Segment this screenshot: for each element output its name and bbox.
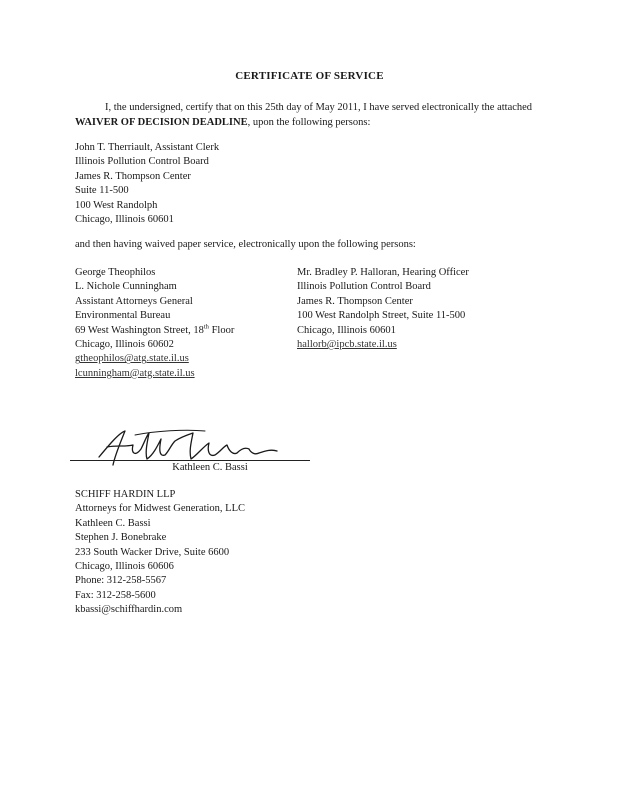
recipient-line: 100 West Randolph Street, Suite 11-500 [297, 310, 466, 322]
recipient-line: Illinois Pollution Control Board [297, 281, 431, 293]
paper-service-paragraph: and then having waived paper service, electronically upon the following persons: [75, 239, 416, 250]
document-title: CERTIFICATE OF SERVICE [235, 70, 384, 82]
clerk-address-line: Chicago, Illinois 60601 [75, 214, 174, 226]
right-recipient-block [297, 266, 469, 352]
intro-paragraph [75, 100, 555, 130]
clerk-address-line: Suite 11-500 [75, 185, 129, 197]
recipient-line: Assistant Attorneys General [75, 295, 193, 307]
firm-line: 233 South Wacker Drive, Suite 6600 [75, 546, 230, 558]
signer-name: Kathleen C. Bassi [172, 462, 248, 473]
recipient-line: L. Nichole Cunningham [75, 281, 177, 293]
clerk-address-line: 100 West Randolph [75, 199, 158, 211]
clerk-address-line: John T. Therriault, Assistant Clerk [75, 142, 220, 153]
intro-text-before: I, the undersigned, certify that on this 25th day of May 2011, I have served electronically the attached [105, 102, 533, 113]
recipient-street: 69 West Washington Street, 18th Floor [75, 323, 235, 336]
clerk-address-line: James R. Thompson Center [75, 170, 191, 182]
left-recipient-block [75, 266, 234, 381]
firm-phone: Phone: 312-258-5567 [75, 575, 167, 587]
signature-line [70, 460, 310, 461]
recipient-line: Chicago, Illinois 60601 [297, 324, 396, 336]
clerk-address-line: Illinois Pollution Control Board [75, 156, 209, 168]
recipient-line: Environmental Bureau [75, 310, 171, 322]
recipient-line: James R. Thompson Center [297, 295, 413, 307]
recipient-city: Chicago, Illinois 60602 [75, 339, 174, 351]
recipient-line: George Theophilos [75, 267, 156, 278]
firm-line: Chicago, Illinois 60606 [75, 561, 174, 573]
email-link[interactable]: lcunningham@atg.state.il.us [75, 367, 195, 379]
recipient-line: Mr. Bradley P. Halloran, Hearing Officer [297, 267, 469, 278]
firm-email: kbassi@schiffhardin.com [75, 604, 183, 616]
email-link[interactable]: hallorb@ipcb.state.il.us [297, 339, 397, 351]
firm-line: Stephen J. Bonebrake [75, 532, 167, 544]
firm-line: Attorneys for Midwest Generation, LLC [75, 503, 246, 515]
firm-name: SCHIFF HARDIN LLP [75, 489, 176, 500]
email-link[interactable]: gtheophilos@atg.state.il.us [75, 353, 189, 365]
firm-block [75, 488, 245, 618]
firm-fax: Fax: 312-258-5600 [75, 589, 156, 601]
document-name: WAIVER OF DECISION DEADLINE [75, 117, 248, 128]
intro-text-after: , upon the following persons: [247, 117, 371, 128]
firm-line: Kathleen C. Bassi [75, 517, 151, 529]
clerk-address-block [75, 141, 219, 227]
